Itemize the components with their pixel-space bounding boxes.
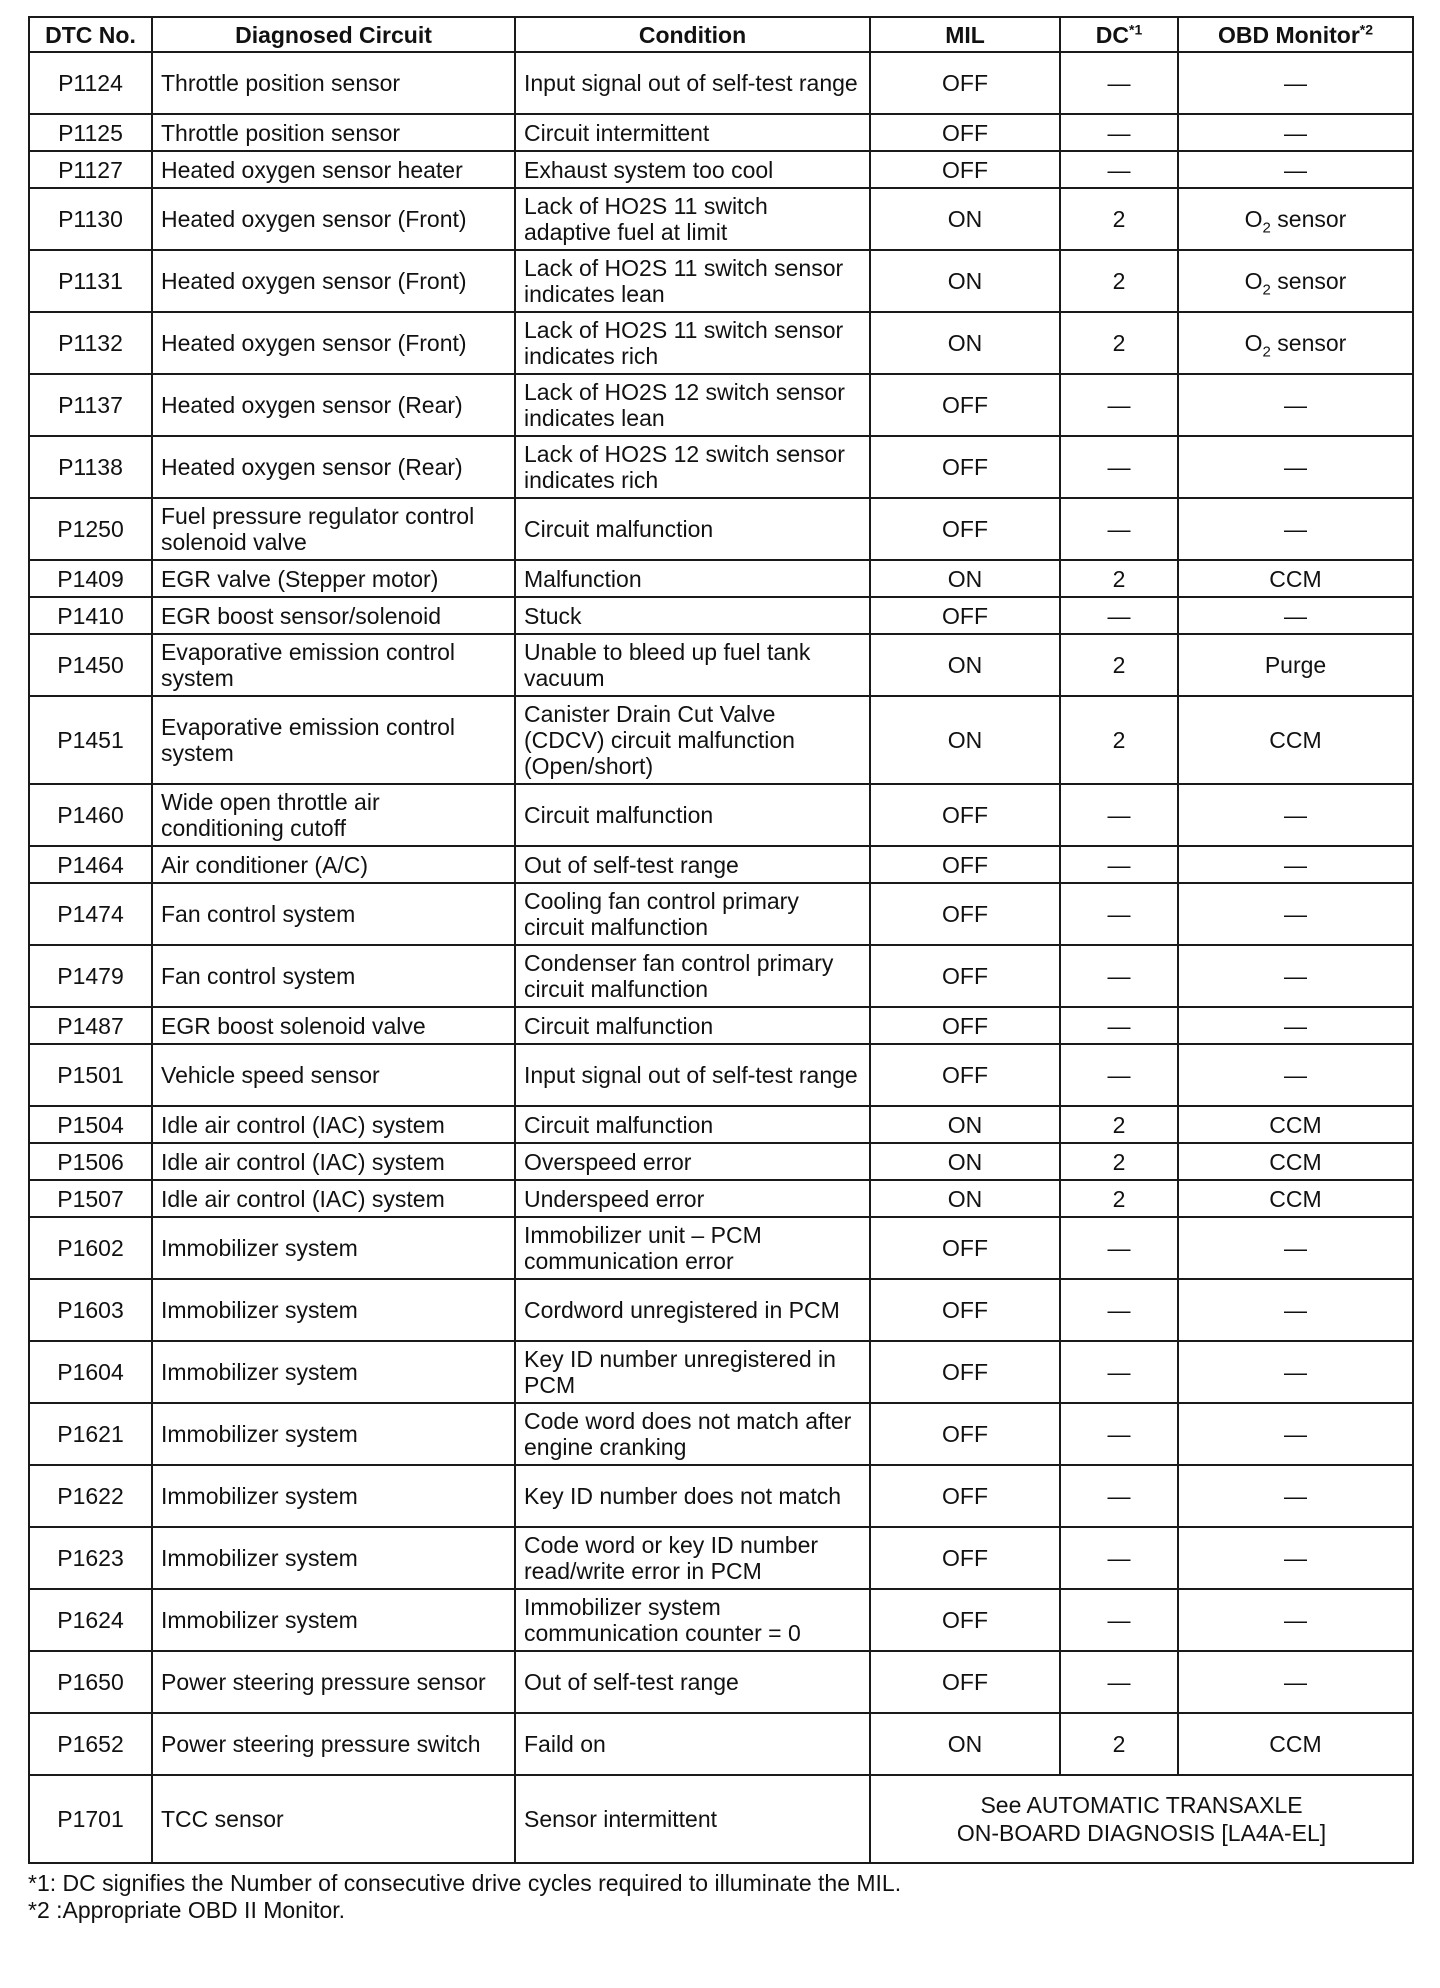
cell-condition: Immobilizer unit – PCM communication error [515, 1217, 870, 1279]
cell-mil: OFF [870, 846, 1060, 883]
cell-obd-monitor: — [1178, 1007, 1413, 1044]
dtc-table-body [29, 52, 1413, 1863]
cell-obd-monitor: — [1178, 1527, 1413, 1589]
cell-circuit: Throttle position sensor [152, 52, 515, 114]
cell-dtc: P1650 [29, 1651, 152, 1713]
cell-circuit: Vehicle speed sensor [152, 1044, 515, 1106]
cell-condition: Canister Drain Cut Valve (CDCV) circuit malfunction (Open/short) [515, 696, 870, 784]
cell-condition: Lack of HO2S 11 switch sensor indicates rich [515, 312, 870, 374]
cell-mil: OFF [870, 1217, 1060, 1279]
cell-dtc: P1624 [29, 1589, 152, 1651]
cell-mil: OFF [870, 883, 1060, 945]
cell-condition: Lack of HO2S 11 switch sensor indicates lean [515, 250, 870, 312]
cell-obd-monitor: — [1178, 151, 1413, 188]
cell-condition: Cordword unregistered in PCM [515, 1279, 870, 1341]
cell-condition: Key ID number unregistered in PCM [515, 1341, 870, 1403]
table-row [29, 883, 1413, 945]
cell-circuit: Power steering pressure switch [152, 1713, 515, 1775]
header-obd-footnote-mark: *2 [1359, 20, 1374, 37]
cell-obd-monitor: CCM [1178, 1143, 1413, 1180]
cell-dc: — [1060, 151, 1178, 188]
cell-mil: OFF [870, 1007, 1060, 1044]
cell-mil: OFF [870, 597, 1060, 634]
cell-condition: Overspeed error [515, 1143, 870, 1180]
table-row [29, 1044, 1413, 1106]
cell-circuit: TCC sensor [152, 1775, 515, 1863]
cell-dc: 2 [1060, 188, 1178, 250]
cell-circuit: Idle air control (IAC) system [152, 1180, 515, 1217]
cell-circuit: Fuel pressure regulator control solenoid valve [152, 498, 515, 560]
table-row [29, 560, 1413, 597]
table-row [29, 151, 1413, 188]
cell-obd-monitor: — [1178, 52, 1413, 114]
cell-condition: Malfunction [515, 560, 870, 597]
table-row-last [29, 1775, 1413, 1863]
cell-circuit: Evaporative emission control system [152, 696, 515, 784]
cell-dtc: P1623 [29, 1527, 152, 1589]
cell-dc: — [1060, 1341, 1178, 1403]
cell-condition: Code word or key ID number read/write error in PCM [515, 1527, 870, 1589]
cell-dc: 2 [1060, 560, 1178, 597]
cell-dtc: P1450 [29, 634, 152, 696]
cell-circuit: Heated oxygen sensor (Front) [152, 312, 515, 374]
cell-obd-monitor: — [1178, 1403, 1413, 1465]
cell-mil: OFF [870, 1589, 1060, 1651]
cell-circuit: Heated oxygen sensor (Front) [152, 188, 515, 250]
cell-mil: OFF [870, 374, 1060, 436]
cell-mil: OFF [870, 114, 1060, 151]
cell-mil: OFF [870, 498, 1060, 560]
header-dtc: DTC No. [29, 17, 152, 52]
cell-dc: — [1060, 1527, 1178, 1589]
cell-dtc: P1127 [29, 151, 152, 188]
table-row [29, 312, 1413, 374]
cell-dc: 2 [1060, 1713, 1178, 1775]
cell-mil: ON [870, 696, 1060, 784]
cell-circuit: Power steering pressure sensor [152, 1651, 515, 1713]
cell-obd-monitor: — [1178, 1044, 1413, 1106]
cell-circuit: Idle air control (IAC) system [152, 1143, 515, 1180]
table-row [29, 696, 1413, 784]
cell-obd-monitor: — [1178, 1217, 1413, 1279]
cell-circuit: Throttle position sensor [152, 114, 515, 151]
cell-obd-monitor: — [1178, 1651, 1413, 1713]
cell-mil: ON [870, 1106, 1060, 1143]
cell-mil: OFF [870, 52, 1060, 114]
cell-condition: Cooling fan control primary circuit malfunction [515, 883, 870, 945]
cell-obd-monitor: — [1178, 436, 1413, 498]
cell-mil: ON [870, 188, 1060, 250]
cell-mil: OFF [870, 1403, 1060, 1465]
cell-mil: OFF [870, 1044, 1060, 1106]
cell-circuit: Heated oxygen sensor (Rear) [152, 436, 515, 498]
cell-dtc: P1622 [29, 1465, 152, 1527]
cell-dc: — [1060, 52, 1178, 114]
cell-condition: Stuck [515, 597, 870, 634]
footnote-2: *2 :Appropriate OBD II Monitor. [28, 1897, 346, 1923]
table-row [29, 1651, 1413, 1713]
cell-condition: Circuit malfunction [515, 1007, 870, 1044]
table-row [29, 1465, 1413, 1527]
table-row [29, 250, 1413, 312]
cell-condition: Lack of HO2S 12 switch sensor indicates rich [515, 436, 870, 498]
cell-dtc: P1132 [29, 312, 152, 374]
footnotes [28, 1870, 1412, 1924]
cell-dc: — [1060, 846, 1178, 883]
header-dc-footnote-mark: *1 [1129, 20, 1143, 37]
cell-circuit: Heated oxygen sensor (Front) [152, 250, 515, 312]
table-row [29, 846, 1413, 883]
cell-condition: Sensor intermittent [515, 1775, 870, 1863]
cell-circuit: Immobilizer system [152, 1279, 515, 1341]
table-row [29, 498, 1413, 560]
cell-obd-monitor: CCM [1178, 560, 1413, 597]
cell-condition: Circuit malfunction [515, 784, 870, 846]
cell-dtc: P1124 [29, 52, 152, 114]
cell-obd-monitor: — [1178, 114, 1413, 151]
cell-condition: Faild on [515, 1713, 870, 1775]
cell-dc: 2 [1060, 1143, 1178, 1180]
cell-obd-monitor: — [1178, 498, 1413, 560]
cell-condition: Code word does not match after engine cranking [515, 1403, 870, 1465]
cell-dc: — [1060, 784, 1178, 846]
header-circuit: Diagnosed Circuit [152, 17, 515, 52]
cell-circuit: Immobilizer system [152, 1527, 515, 1589]
cell-obd-monitor: CCM [1178, 1106, 1413, 1143]
cell-obd-monitor: CCM [1178, 696, 1413, 784]
header-obd-label: OBD Monitor [1217, 21, 1360, 48]
cell-dtc: P1130 [29, 188, 152, 250]
cell-dc: — [1060, 114, 1178, 151]
table-row [29, 1106, 1413, 1143]
cell-dc: — [1060, 374, 1178, 436]
table-row [29, 945, 1413, 1007]
cell-condition: Out of self-test range [515, 846, 870, 883]
cell-condition: Circuit malfunction [515, 1106, 870, 1143]
cell-dtc: P1474 [29, 883, 152, 945]
cell-obd-monitor: — [1178, 597, 1413, 634]
cell-circuit: EGR valve (Stepper motor) [152, 560, 515, 597]
cell-mil: ON [870, 250, 1060, 312]
cell-dtc: P1501 [29, 1044, 152, 1106]
cell-obd-monitor: CCM [1178, 1713, 1413, 1775]
table-row [29, 1217, 1413, 1279]
cell-obd-monitor: — [1178, 1341, 1413, 1403]
cell-mil: OFF [870, 1527, 1060, 1589]
cell-dtc: P1125 [29, 114, 152, 151]
cell-mil: OFF [870, 1341, 1060, 1403]
cell-condition: Immobilizer system communication counter = 0 [515, 1589, 870, 1651]
table-row [29, 1403, 1413, 1465]
cell-dtc: P1250 [29, 498, 152, 560]
cell-dc: 2 [1060, 312, 1178, 374]
table-row [29, 1007, 1413, 1044]
cell-dtc: P1652 [29, 1713, 152, 1775]
table-row [29, 1180, 1413, 1217]
cell-dc: 2 [1060, 696, 1178, 784]
cell-circuit: EGR boost solenoid valve [152, 1007, 515, 1044]
cell-condition: Unable to bleed up fuel tank vacuum [515, 634, 870, 696]
cell-dc: 2 [1060, 634, 1178, 696]
cell-dc: — [1060, 883, 1178, 945]
cell-condition: Out of self-test range [515, 1651, 870, 1713]
table-header-row [29, 17, 1413, 52]
cell-dc: — [1060, 1044, 1178, 1106]
cell-dtc: P1479 [29, 945, 152, 1007]
cell-condition: Underspeed error [515, 1180, 870, 1217]
cell-circuit: Immobilizer system [152, 1217, 515, 1279]
cell-dc: — [1060, 498, 1178, 560]
cell-dc: — [1060, 1279, 1178, 1341]
cell-circuit: Idle air control (IAC) system [152, 1106, 515, 1143]
table-row [29, 597, 1413, 634]
cell-dtc: P1487 [29, 1007, 152, 1044]
cell-obd-monitor: — [1178, 883, 1413, 945]
cell-condition: Lack of HO2S 11 switch adaptive fuel at limit [515, 188, 870, 250]
cell-condition: Condenser fan control primary circuit malfunction [515, 945, 870, 1007]
cell-dtc: P1451 [29, 696, 152, 784]
table-row [29, 1143, 1413, 1180]
cell-circuit: Immobilizer system [152, 1589, 515, 1651]
cell-circuit: Immobilizer system [152, 1403, 515, 1465]
header-dc [1060, 17, 1178, 52]
cell-obd-monitor: $O_2$ sensor [1178, 188, 1413, 250]
cell-condition: Circuit malfunction [515, 498, 870, 560]
cell-mil: OFF [870, 1279, 1060, 1341]
cell-dc: 2 [1060, 1106, 1178, 1143]
cell-dc: 2 [1060, 250, 1178, 312]
cell-mil: ON [870, 312, 1060, 374]
cell-dtc: P1137 [29, 374, 152, 436]
cell-dtc: P1603 [29, 1279, 152, 1341]
cell-obd-monitor: — [1178, 1465, 1413, 1527]
cell-obd-monitor: — [1178, 945, 1413, 1007]
cell-obd-monitor: — [1178, 374, 1413, 436]
header-condition: Condition [515, 17, 870, 52]
cell-circuit: Immobilizer system [152, 1341, 515, 1403]
cell-mil: ON [870, 1180, 1060, 1217]
cell-dc: — [1060, 1651, 1178, 1713]
table-row [29, 374, 1413, 436]
cell-obd-monitor: $O_2$ sensor [1178, 312, 1413, 374]
see-reference-line1: See AUTOMATIC TRANSAXLE [980, 1792, 1303, 1818]
cell-condition: Circuit intermittent [515, 114, 870, 151]
cell-obd-monitor: CCM [1178, 1180, 1413, 1217]
table-row [29, 784, 1413, 846]
cell-obd-monitor: — [1178, 846, 1413, 883]
cell-dc: — [1060, 436, 1178, 498]
cell-mil: OFF [870, 1465, 1060, 1527]
cell-circuit: Air conditioner (A/C) [152, 846, 515, 883]
table-row [29, 1713, 1413, 1775]
cell-dc: — [1060, 597, 1178, 634]
cell-mil: ON [870, 560, 1060, 597]
cell-condition: Key ID number does not match [515, 1465, 870, 1527]
cell-mil: ON [870, 1143, 1060, 1180]
table-row [29, 634, 1413, 696]
cell-dtc: P1604 [29, 1341, 152, 1403]
cell-condition: Input signal out of self-test range [515, 1044, 870, 1106]
cell-mil: OFF [870, 945, 1060, 1007]
cell-dtc: P1602 [29, 1217, 152, 1279]
table-row [29, 1341, 1413, 1403]
cell-circuit: EGR boost sensor/solenoid [152, 597, 515, 634]
cell-obd-monitor: — [1178, 1589, 1413, 1651]
cell-mil: ON [870, 634, 1060, 696]
cell-dtc: P1506 [29, 1143, 152, 1180]
cell-circuit: Heated oxygen sensor heater [152, 151, 515, 188]
cell-obd-monitor: Purge [1178, 634, 1413, 696]
cell-dtc: P1507 [29, 1180, 152, 1217]
cell-circuit: Evaporative emission control system [152, 634, 515, 696]
cell-see-reference [870, 1775, 1413, 1863]
cell-dtc: P1138 [29, 436, 152, 498]
cell-dtc: P1701 [29, 1775, 152, 1863]
dtc-document [28, 16, 1412, 1924]
cell-obd-monitor: — [1178, 1279, 1413, 1341]
table-row [29, 52, 1413, 114]
cell-mil: OFF [870, 1651, 1060, 1713]
cell-dtc: P1504 [29, 1106, 152, 1143]
cell-dtc: P1464 [29, 846, 152, 883]
cell-dtc: P1409 [29, 560, 152, 597]
header-obd-monitor [1178, 17, 1413, 52]
cell-condition: Exhaust system too cool [515, 151, 870, 188]
cell-dtc: P1460 [29, 784, 152, 846]
cell-dc: — [1060, 945, 1178, 1007]
cell-dc: — [1060, 1589, 1178, 1651]
header-mil: MIL [870, 17, 1060, 52]
cell-dc: — [1060, 1007, 1178, 1044]
cell-mil: ON [870, 1713, 1060, 1775]
cell-mil: OFF [870, 151, 1060, 188]
see-reference-line2: ON-BOARD DIAGNOSIS [LA4A-EL] [956, 1820, 1327, 1846]
table-row [29, 1279, 1413, 1341]
cell-dc: — [1060, 1217, 1178, 1279]
cell-dc: 2 [1060, 1180, 1178, 1217]
footnote-1: *1: DC signifies the Number of consecutive drive cycles required to illuminate the MIL. [28, 1870, 902, 1896]
table-row [29, 1589, 1413, 1651]
table-row [29, 436, 1413, 498]
table-row [29, 188, 1413, 250]
cell-obd-monitor: $O_2$ sensor [1178, 250, 1413, 312]
cell-mil: OFF [870, 436, 1060, 498]
cell-circuit: Fan control system [152, 883, 515, 945]
table-row [29, 114, 1413, 151]
cell-dtc: P1621 [29, 1403, 152, 1465]
cell-circuit: Heated oxygen sensor (Rear) [152, 374, 515, 436]
cell-dc: — [1060, 1403, 1178, 1465]
cell-mil: OFF [870, 784, 1060, 846]
dtc-table [28, 16, 1414, 1864]
cell-dtc: P1410 [29, 597, 152, 634]
table-row [29, 1527, 1413, 1589]
cell-condition: Input signal out of self-test range [515, 52, 870, 114]
cell-circuit: Wide open throttle air conditioning cutoff [152, 784, 515, 846]
cell-dc: — [1060, 1465, 1178, 1527]
header-dc-label: DC [1095, 21, 1129, 48]
cell-circuit: Fan control system [152, 945, 515, 1007]
cell-circuit: Immobilizer system [152, 1465, 515, 1527]
cell-dtc: P1131 [29, 250, 152, 312]
cell-obd-monitor: — [1178, 784, 1413, 846]
cell-condition: Lack of HO2S 12 switch sensor indicates lean [515, 374, 870, 436]
